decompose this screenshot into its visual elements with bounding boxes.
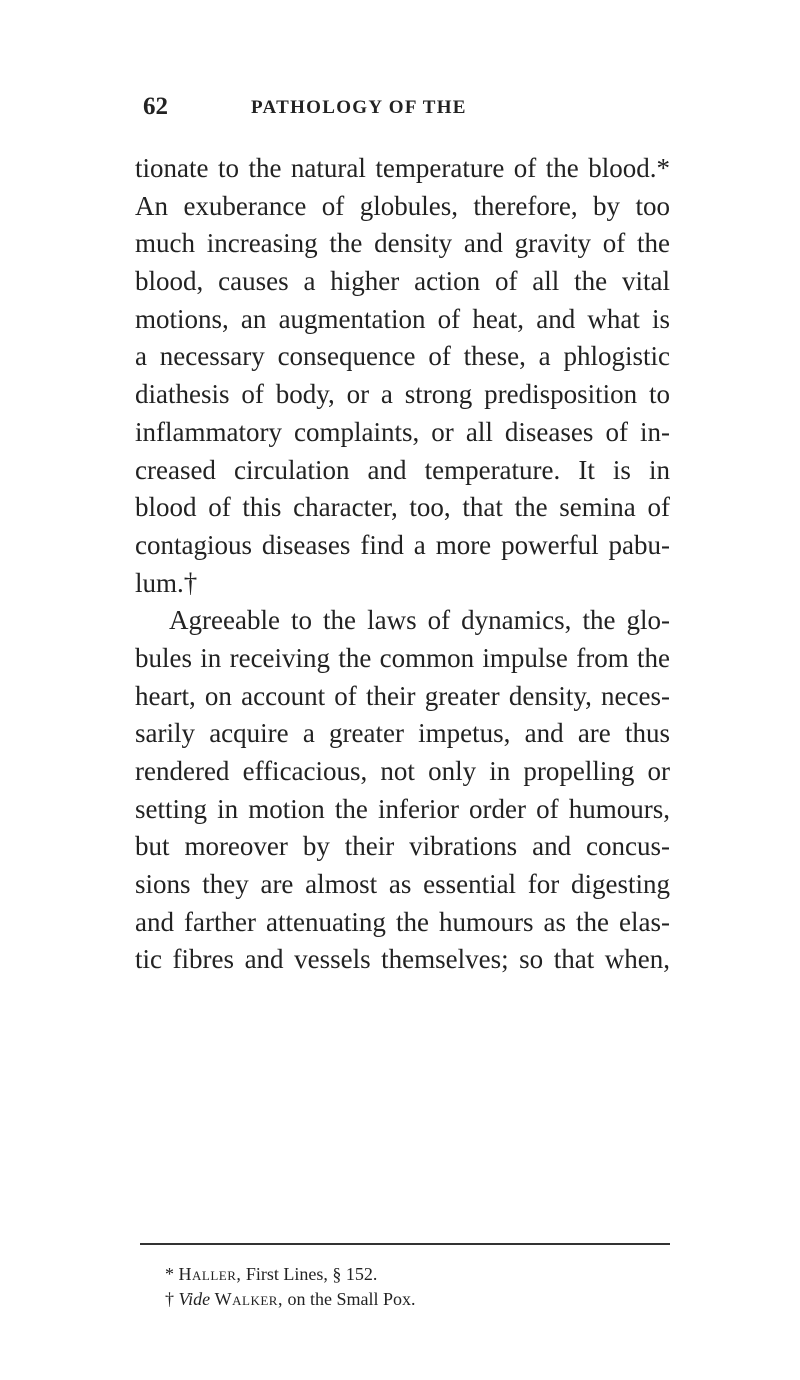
text-line: bules in receiving the common impulse from the bbox=[135, 642, 670, 673]
text-line: contagious diseases find a more powerful pabu- bbox=[135, 529, 670, 560]
text-line: blood of this character, too, that the semina of bbox=[135, 492, 670, 523]
running-title: PATHOLOGY OF THE bbox=[251, 97, 467, 118]
text-line: Agreeable to the laws of dynamics, the glo- bbox=[169, 605, 670, 636]
text-line: heart, on account of their greater density, neces- bbox=[135, 680, 670, 711]
text-line: setting in motion the inferior order of humours, bbox=[135, 793, 670, 824]
text-line: motions, an augmentation of heat, and what is bbox=[135, 303, 670, 334]
text-line: blood, causes a higher action of all the vital bbox=[135, 266, 670, 297]
text-line: a necessary consequence of these, a phlogistic bbox=[135, 341, 670, 372]
text-line: sarily acquire a greater impetus, and are thus bbox=[135, 718, 670, 749]
text-line: inflammatory complaints, or all diseases of in- bbox=[135, 416, 670, 447]
text-line: but moreover by their vibrations and concus- bbox=[135, 831, 670, 862]
running-head bbox=[143, 92, 563, 122]
text-line: An exuberance of globules, therefore, by too bbox=[135, 190, 670, 221]
body-text bbox=[135, 150, 670, 979]
text-line: creased circulation and temperature. It is in bbox=[135, 454, 670, 485]
text-line: tionate to the natural temperature of the blood.* bbox=[135, 153, 670, 183]
page-number: 62 bbox=[143, 93, 168, 120]
text-line: diathesis of body, or a strong predisposition to bbox=[135, 379, 670, 410]
footnote-1 bbox=[165, 1262, 665, 1287]
footnote-divider bbox=[140, 1243, 670, 1245]
text-line: and farther attenuating the humours as the elas- bbox=[135, 906, 670, 937]
footnote-vide: Vide bbox=[178, 1289, 211, 1309]
footnote-mark: † bbox=[165, 1289, 174, 1309]
footnote-2 bbox=[165, 1287, 665, 1312]
footnote-text: on the Small Pox. bbox=[287, 1289, 416, 1309]
footnote-text: First Lines, § 152. bbox=[245, 1264, 378, 1284]
footnote-author: Walker, bbox=[214, 1289, 283, 1309]
text-line: much increasing the density and gravity of the bbox=[135, 228, 670, 259]
text-line: sions they are almost as essential for digesting bbox=[135, 869, 670, 900]
text-line: rendered efficacious, not only in propelling or bbox=[135, 756, 670, 786]
text-line: lum.† bbox=[135, 567, 198, 598]
footnote-author: Haller, bbox=[178, 1264, 242, 1284]
footnotes bbox=[165, 1262, 665, 1312]
footnote-mark: * bbox=[165, 1264, 174, 1284]
text-line: tic fibres and vessels themselves; so that when, bbox=[135, 944, 670, 975]
